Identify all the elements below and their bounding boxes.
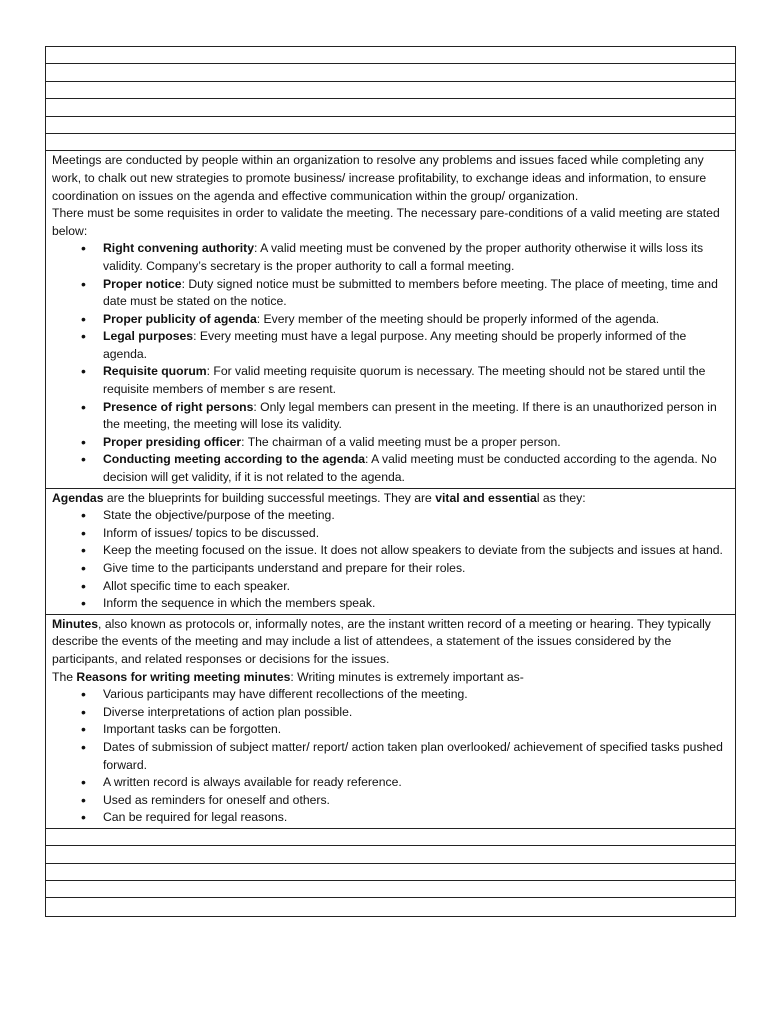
- list-item: • A written record is always available for ready reference.: [103, 774, 729, 792]
- requisites-list: [52, 240, 729, 486]
- reasons-paragraph: The Reasons for writing meeting minutes: Writing minutes is extremely important as-: [52, 669, 524, 684]
- empty-row: [46, 881, 735, 898]
- empty-row: [46, 82, 735, 99]
- list-item: • Can be required for legal reasons.: [103, 809, 729, 827]
- empty-row: [46, 47, 735, 64]
- list-item: • Proper publicity of agenda: Every member of the meeting should be properly informed of the agenda.: [103, 311, 729, 329]
- empty-row: [46, 898, 735, 915]
- list-item: • Inform of issues/ topics to be discussed.: [103, 525, 729, 543]
- reasons-list: [52, 686, 729, 827]
- agendas-list: [52, 507, 729, 613]
- empty-row: [46, 99, 735, 116]
- list-item: • Legal purposes: Every meeting must have a legal purpose. Any meeting should be properly informed of the agenda.: [103, 328, 729, 363]
- list-item: • Proper notice: Duty signed notice must be submitted to members before meeting. The place of meeting, time and date must be stated on the notice.: [103, 276, 729, 311]
- empty-row: [46, 864, 735, 881]
- agendas-paragraph: Agendas are the blueprints for building successful meetings. They are vital and essential as they:: [52, 490, 586, 505]
- list-item: • Diverse interpretations of action plan possible.: [103, 704, 729, 722]
- list-item: • Proper presiding officer: The chairman of a valid meeting must be a proper person.: [103, 434, 729, 452]
- list-item: • Conducting meeting according to the agenda: A valid meeting must be conducted according to the agenda. No decision will get validity, if it is not related to the agenda.: [103, 451, 729, 486]
- list-item: • Keep the meeting focused on the issue. It does not allow speakers to deviate from the subjects and issues at hand.: [103, 542, 729, 560]
- minutes-paragraph: Minutes, also known as protocols or, informally notes, are the instant written record of a meeting or hearing. They typically describe the events of the meeting and may include a list of attendees, a statement of the issues considered by the participants, and related responses or decisions for the issues.: [52, 616, 711, 666]
- empty-row: [46, 846, 735, 863]
- list-item: • Various participants may have different recollections of the meeting.: [103, 686, 729, 704]
- requisites-paragraph: There must be some requisites in order to validate the meeting. The necessary pare-conditions of a valid meeting are stated below:: [52, 206, 720, 238]
- list-item: • Right convening authority: A valid meeting must be convened by the proper authority otherwise it wills loss its validity. Company’s secretary is the proper authority to call a formal meeting.: [103, 240, 729, 275]
- empty-row: [46, 117, 735, 134]
- intro-paragraph: Meetings are conducted by people within an organization to resolve any problems and issues faced while completing any work, to chalk out new strategies to promote business/ increase profitability, to exchange ideas and information, to ensure coordination on issues on the agenda and effective communication within the group/ organization.: [52, 153, 707, 203]
- agendas-cell: [46, 489, 735, 615]
- meetings-cell: [46, 151, 735, 488]
- list-item: • State the objective/purpose of the meeting.: [103, 507, 729, 525]
- list-item: • Used as reminders for oneself and others.: [103, 792, 729, 810]
- minutes-cell: [46, 615, 735, 829]
- list-item: • Inform the sequence in which the members speak.: [103, 595, 729, 613]
- document-table: [45, 46, 736, 917]
- list-item: • Presence of right persons: Only legal members can present in the meeting. If there is an unauthorized person in the meeting, the meeting will lose its validity.: [103, 399, 729, 434]
- list-item: • Requisite quorum: For valid meeting requisite quorum is necessary. The meeting should not be stared until the requisite members of member s are resent.: [103, 363, 729, 398]
- empty-row: [46, 64, 735, 81]
- empty-row: [46, 829, 735, 846]
- list-item: • Give time to the participants understand and prepare for their roles.: [103, 560, 729, 578]
- list-item: • Allot specific time to each speaker.: [103, 578, 729, 596]
- empty-row: [46, 134, 735, 151]
- list-item: • Dates of submission of subject matter/ report/ action taken plan overlooked/ achievement of specified tasks pushed forward.: [103, 739, 729, 774]
- list-item: • Important tasks can be forgotten.: [103, 721, 729, 739]
- bottom-empty-rows: [46, 829, 735, 916]
